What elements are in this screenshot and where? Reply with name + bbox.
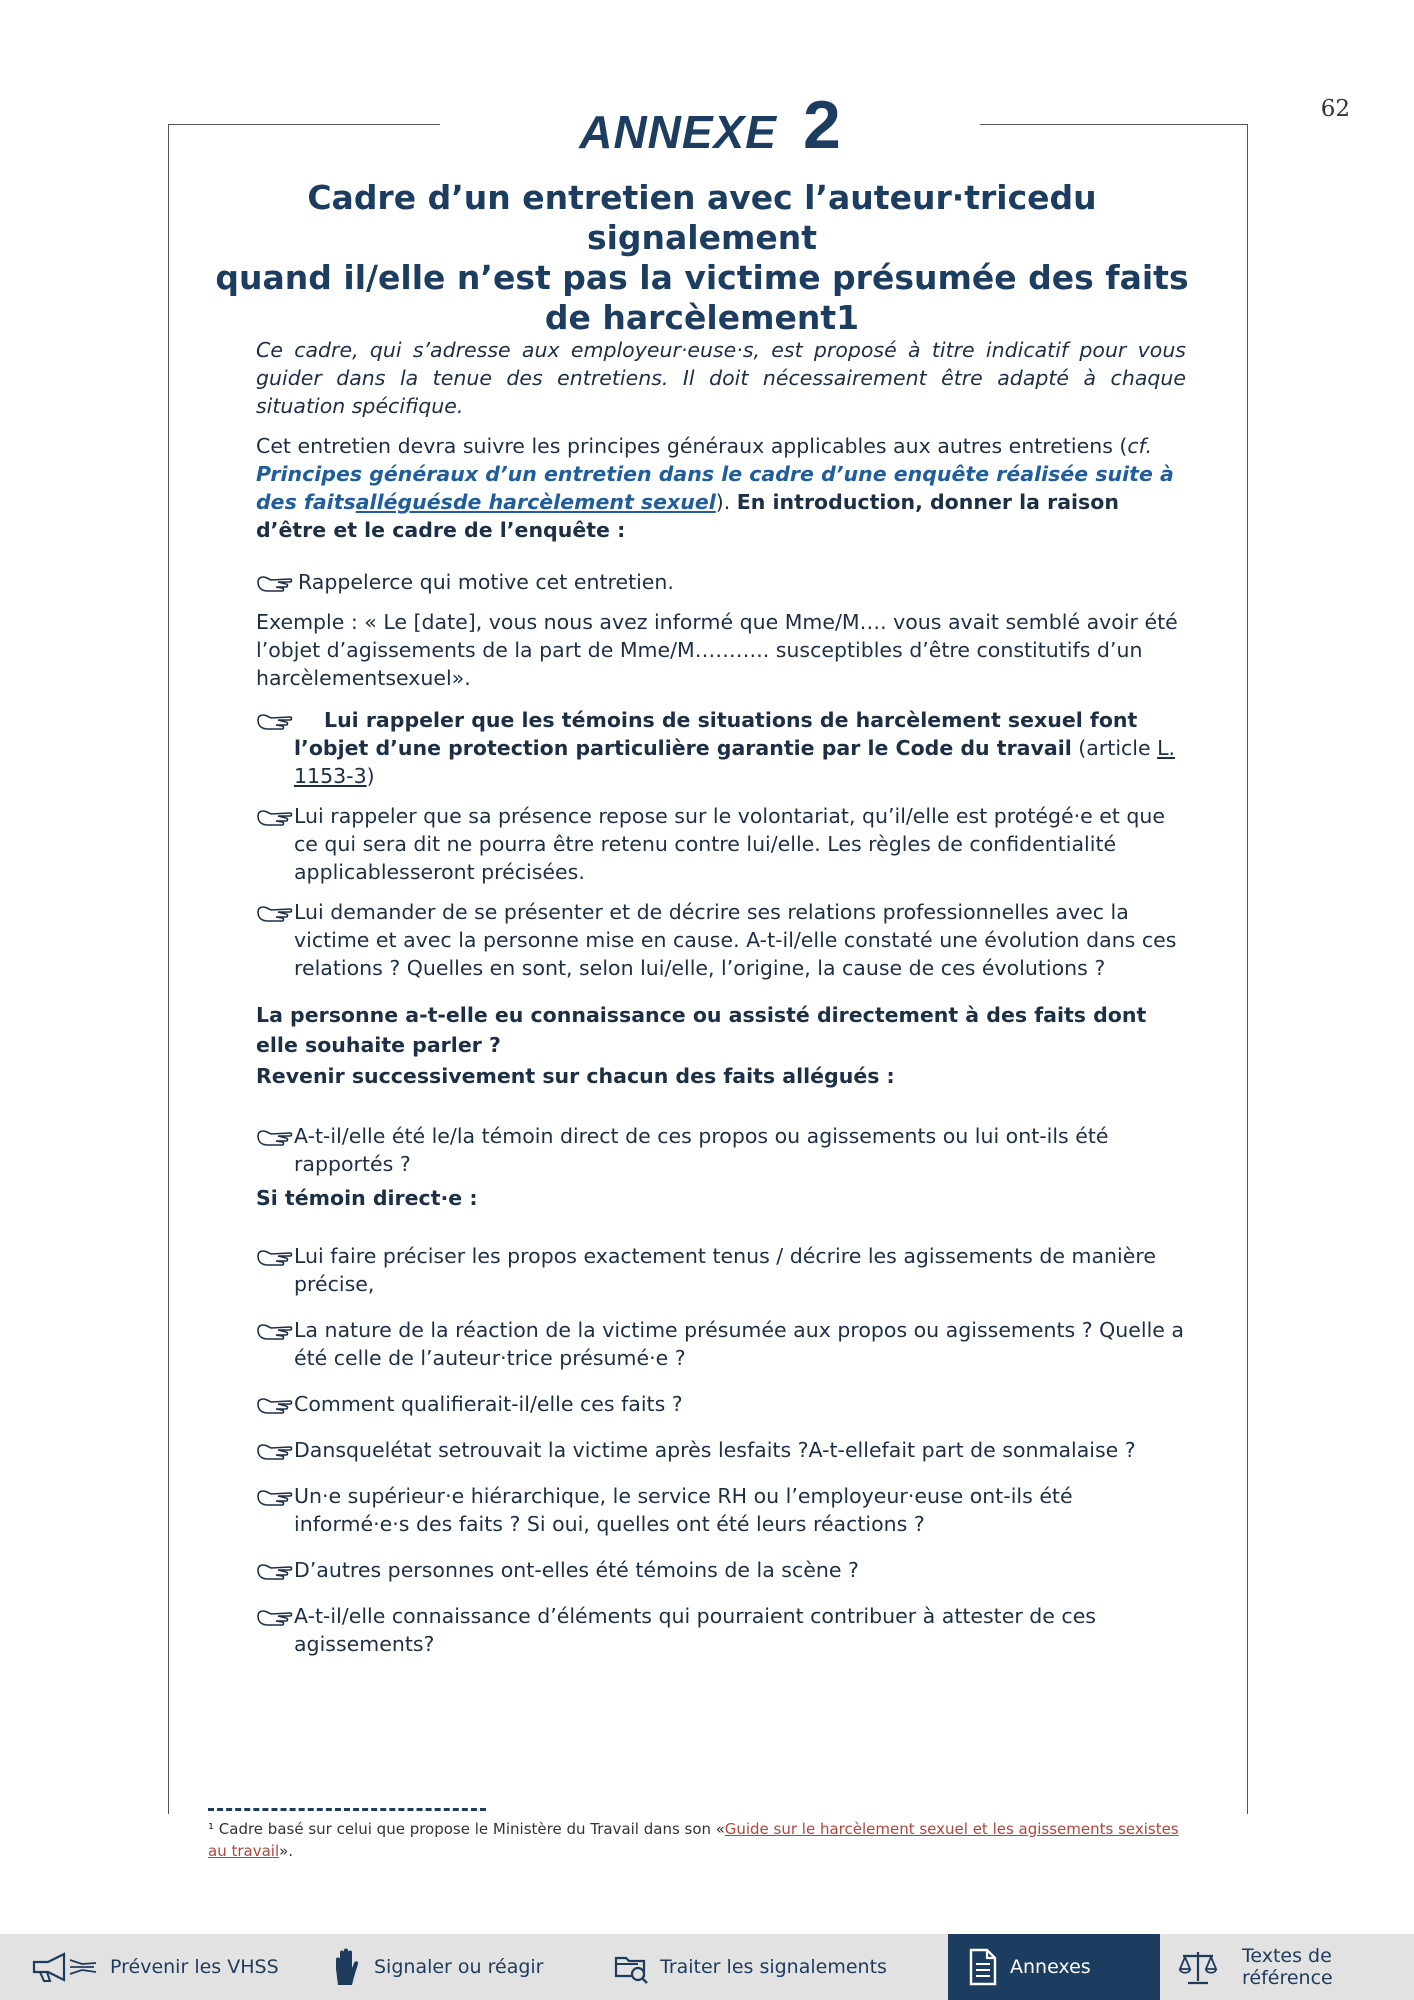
- list-item-text: Lui rappeler que sa présence repose sur le volontariat, qu’il/elle est protégé·e et que ce qui sera dit ne pourra être retenu contre lui/elle. Les règles de confidentialité applicablesseront précisées.: [294, 804, 1166, 884]
- frame-border-top-right: [980, 124, 1248, 125]
- list-item-text: A-t-il/elle connaissance d’éléments qui pourraient contribuer à attester de ces agissements?: [294, 1604, 1096, 1656]
- protection-bold: Lui rappeler que les témoins de situations de harcèlement sexuel font l’objet d’une protection particulière garantie par le Code du travail: [294, 708, 1138, 760]
- pointing-hand-icon: [256, 1440, 294, 1460]
- megaphone-icon: [30, 1950, 98, 1984]
- pointing-hand-icon: [256, 572, 294, 592]
- document-icon: [968, 1948, 998, 1986]
- protection-tail: (article: [1071, 736, 1158, 760]
- list-item: [256, 1482, 1186, 1538]
- folder-search-icon: [614, 1950, 648, 1984]
- list-item-text: Dansquelétat setrouvait la victime après lesfaits ?A-t-ellefait part de sonmalaise ?: [294, 1438, 1136, 1462]
- principles-bold-tail: En introduction, donner la raison d’être et le cadre de l’enquête :: [256, 490, 1119, 542]
- pointing-hand-icon: [256, 710, 294, 730]
- pointing-hand-icon: [256, 1394, 294, 1414]
- list-item: [256, 1436, 1186, 1464]
- list-item-text: D’autres personnes ont-elles été témoins de la scène ?: [294, 1558, 859, 1582]
- footnote-guide-link[interactable]: Guide sur le harcèlement sexuel et les agissements sexistes au travail: [208, 1820, 1179, 1860]
- title-line-2: quand il/elle n’est pas la victime présumée des faits: [215, 258, 1189, 297]
- list-item: [256, 898, 1186, 982]
- nav-annexes[interactable]: [948, 1934, 1160, 2000]
- nav-label: Traiter les signalements: [660, 1956, 887, 1978]
- example-paragraph: Exemple : « Le [date], vous nous avez informé que Mme/M…. vous avait semblé avoir été l’objet d’agissements de la part de Mme/M……….. susceptibles d’être constitutifs d’un harcèlementsexuel».: [256, 610, 1178, 690]
- protection-end: ): [366, 764, 375, 788]
- nav-textes[interactable]: [1160, 1934, 1414, 2000]
- page-title: [200, 178, 1204, 338]
- principles-paragraph: [256, 432, 1186, 544]
- footnote-suffix: ».: [279, 1842, 294, 1860]
- principles-close: ).: [715, 490, 737, 514]
- nav-label: Annexes: [1010, 1956, 1091, 1978]
- pointing-hand-icon: [256, 1606, 294, 1626]
- hand-icon: [332, 1947, 362, 1987]
- annex-number: 2: [802, 87, 841, 163]
- witness-list: [256, 1242, 1186, 1658]
- list-item: [256, 1556, 1186, 1584]
- annex-heading: [440, 86, 980, 164]
- list-item: [256, 706, 1186, 790]
- document-body: [256, 336, 1186, 1658]
- pointing-hand-icon: [256, 1126, 294, 1146]
- pointing-hand-icon: [256, 806, 294, 826]
- list-item: [256, 802, 1186, 886]
- footnote: [208, 1818, 1198, 1862]
- list-item-text: Lui faire préciser les propos exactement tenus / décrire les agissements de manière précise,: [294, 1244, 1156, 1296]
- pointing-hand-icon: [256, 1486, 294, 1506]
- list-item-text: Un·e supérieur·e hiérarchique, le service RH ou l’employeur·euse ont-ils été informé·e·s des faits ? Si oui, quelles ont été leurs réactions ?: [294, 1484, 1073, 1536]
- reminder-line: [256, 568, 1186, 596]
- bottom-navigation: [0, 1934, 1414, 2000]
- intro-paragraph: Ce cadre, qui s’adresse aux employeur·euse·s, est proposé à titre indicatif pour vous guider dans la tenue des entretiens. Il doit nécessairement être adapté à chaque situation spécifique.: [256, 338, 1186, 418]
- nav-signaler[interactable]: [316, 1934, 598, 2000]
- footnote-separator: [208, 1808, 486, 1811]
- principles-lead: Cet entretien devra suivre les principes généraux applicables aux autres entretiens (: [256, 434, 1128, 458]
- article-link[interactable]: L. 1153-3: [294, 736, 1176, 788]
- revisit-instruction: Revenir successivement sur chacun des faits allégués :: [256, 1064, 895, 1088]
- frame-border-left: [168, 124, 169, 1814]
- nav-traiter[interactable]: [598, 1934, 948, 2000]
- witness-question: A-t-il/elle été le/la témoin direct de ces propos ou agissements ou lui ont-ils été rapportés ?: [294, 1124, 1109, 1176]
- knowledge-question: La personne a-t-elle eu connaissance ou assisté directement à des faits dont elle souhaite parler ?: [256, 1003, 1147, 1057]
- cf-abbrev: cf.: [1127, 434, 1153, 458]
- list-item: [256, 1390, 1186, 1418]
- nav-label: Prévenir les VHSS: [110, 1956, 279, 1978]
- list-item: [256, 1316, 1186, 1372]
- principles-link-part1[interactable]: Principes généraux d’un entretien dans le cadre d’une enquête réalisée suite à des faits: [256, 462, 1174, 514]
- nav-label: Signaler ou réagir: [374, 1956, 544, 1978]
- list-item: [256, 1602, 1186, 1658]
- list-item: [256, 1122, 1186, 1178]
- pointing-hand-icon: [256, 1246, 294, 1266]
- page-number: 62: [1320, 96, 1350, 122]
- list-item-text: La nature de la réaction de la victime présumée aux propos ou agissements ? Quelle a été celle de l’auteur·trice présumé·e ?: [294, 1318, 1184, 1370]
- pointing-hand-icon: [256, 1560, 294, 1580]
- frame-border-top-left: [168, 124, 440, 125]
- nav-label: Textes de référence: [1242, 1945, 1333, 1989]
- annex-word: ANNEXE: [579, 106, 777, 158]
- nav-prevenir[interactable]: [0, 1934, 316, 2000]
- principles-link-part2[interactable]: alléguésde harcèlement sexuel: [355, 490, 716, 514]
- title-line-1: Cadre d’un entretien avec l’auteur·tricedu signalement: [307, 178, 1097, 257]
- title-line-3: de harcèlement1: [544, 298, 860, 337]
- reminder-text: Rappelerce qui motive cet entretien.: [298, 570, 674, 594]
- pointing-hand-icon: [256, 1320, 294, 1340]
- list-item: [256, 1242, 1186, 1298]
- pointing-hand-icon: [256, 902, 294, 922]
- frame-border-right: [1247, 124, 1248, 1814]
- scales-icon: [1178, 1949, 1218, 1985]
- witness-heading: Si témoin direct·e :: [256, 1186, 478, 1210]
- footnote-prefix: ¹ Cadre basé sur celui que propose le Ministère du Travail dans son «: [208, 1820, 725, 1838]
- list-item-text: Comment qualifierait-il/elle ces faits ?: [294, 1392, 683, 1416]
- list-item-text: Lui demander de se présenter et de décrire ses relations professionnelles avec la victime et avec la personne mise en cause. A-t-il/elle constaté une évolution dans ces relations ? Quelles en sont, selon lui/elle, l’origine, la cause de ces évolutions ?: [294, 900, 1177, 980]
